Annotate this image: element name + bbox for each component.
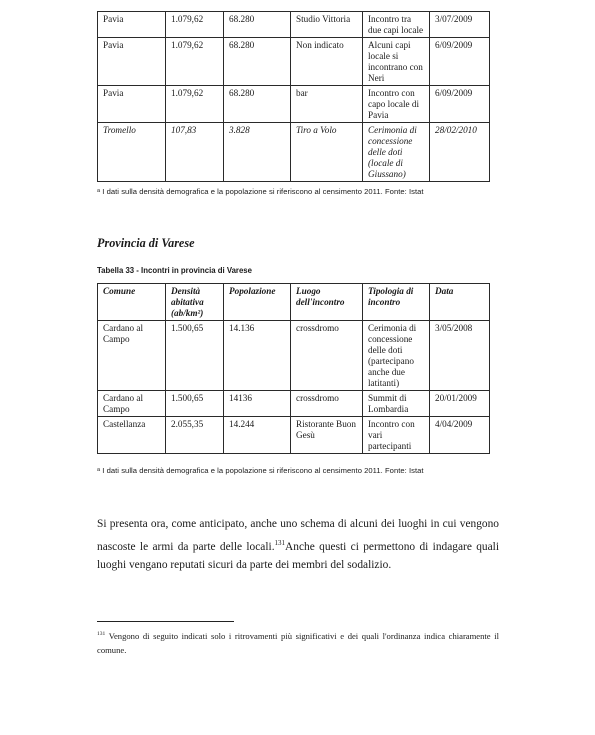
- table-cell: Summit di Lombardia: [363, 391, 430, 417]
- table-cell: Non indicato: [291, 38, 363, 86]
- column-header: Densità abitativa (ab/km²): [166, 284, 224, 321]
- table-cell: 2.055,35: [166, 417, 224, 454]
- body-text: Anche questi ci permettono di indagare quali luoghi vengano reputati sicuri da parte dei membri del sodalizio.: [97, 540, 499, 571]
- table-cell: 20/01/2009: [430, 391, 490, 417]
- table-caption: Tabella 33 - Incontri in provincia di Varese: [97, 266, 252, 275]
- pavia-meetings-table: [97, 11, 490, 182]
- note-marker: a: [97, 188, 101, 194]
- table-cell: 3/07/2009: [430, 12, 490, 38]
- varese-meetings-table: [97, 283, 490, 454]
- table-cell: Cerimonia di concessione delle doti (locale di Giussano): [363, 123, 430, 182]
- table-cell: Ristorante Buon Gesù: [291, 417, 363, 454]
- table-cell: crossdromo: [291, 321, 363, 391]
- column-header: Data: [430, 284, 490, 321]
- table-row: [98, 12, 490, 38]
- table-cell: Pavia: [98, 12, 166, 38]
- footnote-number: 131: [97, 631, 106, 637]
- table-cell: 28/02/2010: [430, 123, 490, 182]
- table-cell: 1.500,65: [166, 321, 224, 391]
- table-cell: 107,83: [166, 123, 224, 182]
- body-paragraph: [97, 515, 499, 575]
- table-cell: bar: [291, 86, 363, 123]
- table-cell: 68.280: [224, 12, 291, 38]
- table-cell: 3.828: [224, 123, 291, 182]
- table-cell: Castellanza: [98, 417, 166, 454]
- table-row: [98, 417, 490, 454]
- table-cell: Pavia: [98, 38, 166, 86]
- table-cell: Incontro tra due capi locale: [363, 12, 430, 38]
- table-cell: 14136: [224, 391, 291, 417]
- table-cell: Studio Vittoria: [291, 12, 363, 38]
- table-source-note: [97, 466, 497, 475]
- section-title: Provincia di Varese: [97, 236, 195, 250]
- column-header: Popolazione: [224, 284, 291, 321]
- body-text: Si presenta ora, come anticipato, anche uno schema di alcuni dei luoghi in cui vengono nascoste le armi da parte delle locali.: [97, 518, 499, 553]
- table-header-row: [98, 284, 490, 321]
- column-header: Tipologia di incontro: [363, 284, 430, 321]
- table-source-note: [97, 187, 497, 196]
- table-cell: Tromello: [98, 123, 166, 182]
- table-cell: 1.079,62: [166, 12, 224, 38]
- note-text: I dati sulla densità demografica e la popolazione si riferiscono al censimento 2011. Fonte: Istat: [102, 187, 424, 196]
- column-header: Luogo dell'incontro: [291, 284, 363, 321]
- table-row: [98, 38, 490, 86]
- table-cell: 6/09/2009: [430, 86, 490, 123]
- note-text: I dati sulla densità demografica e la popolazione si riferiscono al censimento 2011. Fonte: Istat: [102, 466, 424, 475]
- table-cell: Tiro a Volo: [291, 123, 363, 182]
- table-cell: Incontro con capo locale di Pavia: [363, 86, 430, 123]
- table-row: [98, 391, 490, 417]
- table-cell: 14.136: [224, 321, 291, 391]
- table-cell: 6/09/2009: [430, 38, 490, 86]
- table-cell: 1.500,65: [166, 391, 224, 417]
- table-cell: crossdromo: [291, 391, 363, 417]
- table-cell: 68.280: [224, 38, 291, 86]
- table-cell: 14.244: [224, 417, 291, 454]
- footnote: [97, 627, 499, 658]
- table-cell: 68.280: [224, 86, 291, 123]
- table-cell: Incontro con vari partecipanti: [363, 417, 430, 454]
- footnote-text: Vengono di seguito indicati solo i ritrovamenti più significativi e dei quali l'ordinanza indica chiaramente il comune.: [97, 630, 500, 656]
- table-cell: 1.079,62: [166, 86, 224, 123]
- table-cell: 3/05/2008: [430, 321, 490, 391]
- table-cell: Alcuni capi locale si incontrano con Neri: [363, 38, 430, 86]
- table-row: [98, 123, 490, 182]
- table-cell: Cardano al Campo: [98, 391, 166, 417]
- table-cell: Cardano al Campo: [98, 321, 166, 391]
- table-row: [98, 321, 490, 391]
- footnote-separator: [97, 621, 234, 622]
- table-cell: Cerimonia di concessione delle doti (partecipano anche due latitanti): [363, 321, 430, 391]
- note-marker: a: [97, 467, 101, 473]
- table-cell: Pavia: [98, 86, 166, 123]
- column-header: Comune: [98, 284, 166, 321]
- table-cell: 4/04/2009: [430, 417, 490, 454]
- footnote-reference: 131: [274, 538, 286, 547]
- table-cell: 1.079,62: [166, 38, 224, 86]
- table-row: [98, 86, 490, 123]
